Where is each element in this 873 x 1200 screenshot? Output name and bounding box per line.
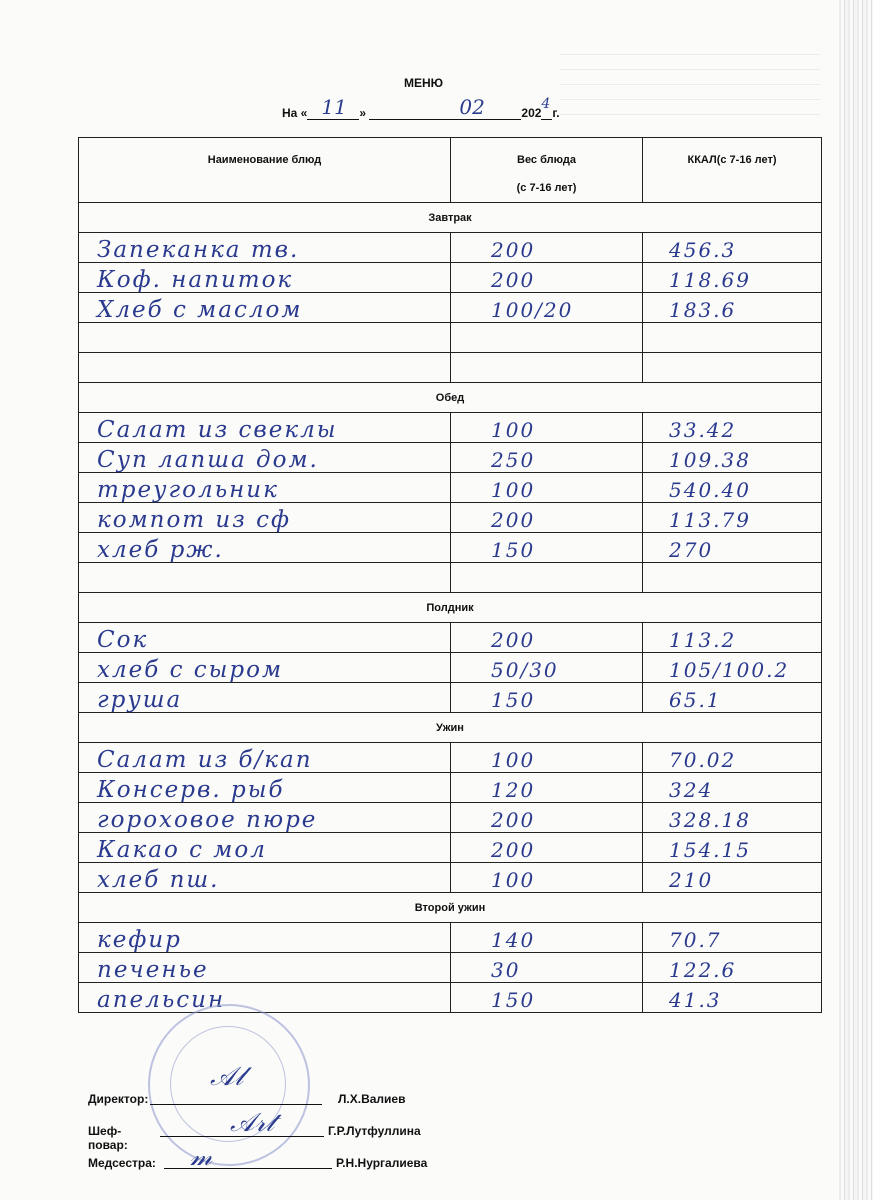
dish-row <box>79 983 822 1013</box>
dish-name: треугольник <box>97 476 279 503</box>
signature-role: Шеф-повар: <box>88 1124 128 1152</box>
dish-kcal <box>643 328 669 352</box>
bleed-through-lines <box>560 40 820 120</box>
section-title: Второй ужин <box>79 893 822 923</box>
dish-kcal-cell <box>643 413 822 443</box>
dish-name-cell <box>79 353 451 383</box>
dish-name-cell <box>79 623 451 653</box>
section-title: Завтрак <box>79 203 822 233</box>
dish-weight-cell <box>451 863 643 893</box>
dish-row <box>79 623 822 653</box>
dish-name: хлеб с сыром <box>97 656 284 683</box>
dish-name-cell <box>79 833 451 863</box>
dish-weight-cell <box>451 323 643 353</box>
dish-row <box>79 863 822 893</box>
header-kcal: ККАЛ(с 7-16 лет) <box>643 138 822 203</box>
dish-name-cell <box>79 503 451 533</box>
dish-name-cell <box>79 323 451 353</box>
dish-name-cell <box>79 803 451 833</box>
dish-kcal-cell <box>643 563 822 593</box>
dish-kcal-cell <box>643 293 822 323</box>
header-weight-line2: (с 7-16 лет) <box>516 182 577 194</box>
dish-weight-cell <box>451 683 643 713</box>
date-prefix: На « <box>282 106 308 120</box>
header-weight <box>451 138 643 203</box>
section-title: Полдник <box>79 593 822 623</box>
dish-row <box>79 773 822 803</box>
dish-name-cell <box>79 653 451 683</box>
dish-name: груша <box>97 686 183 713</box>
section-row <box>79 203 822 233</box>
dish-name-cell <box>79 563 451 593</box>
year-suffix: г. <box>552 106 560 120</box>
dish-weight: 140 <box>491 927 536 952</box>
dish-weight: 150 <box>491 987 536 1012</box>
dish-row <box>79 803 822 833</box>
dish-name: печенье <box>97 956 209 983</box>
dish-row <box>79 443 822 473</box>
dish-name: компот из сф <box>97 506 291 533</box>
dish-name: Салат из б/кап <box>97 746 313 773</box>
dish-kcal: 122.6 <box>669 957 737 982</box>
dish-kcal-cell <box>643 353 822 383</box>
dish-weight-cell <box>451 923 643 953</box>
dish-name-cell <box>79 743 451 773</box>
dish-name-cell <box>79 983 451 1013</box>
dish-kcal-cell <box>643 953 822 983</box>
dish-weight-cell <box>451 293 643 323</box>
dish-name-cell <box>79 683 451 713</box>
dish-weight <box>451 568 491 592</box>
header-row <box>79 138 822 203</box>
dish-name-cell <box>79 413 451 443</box>
dish-kcal-cell <box>643 743 822 773</box>
dish-kcal: 324 <box>669 777 714 802</box>
date-day: 11 <box>321 95 347 119</box>
dish-name: кефир <box>97 926 182 953</box>
dish-weight-cell <box>451 563 643 593</box>
dish-kcal-cell <box>643 473 822 503</box>
dish-weight: 150 <box>491 537 536 562</box>
dish-name: Консерв. рыб <box>97 776 285 803</box>
dish-weight-cell <box>451 533 643 563</box>
dish-weight: 200 <box>491 267 536 292</box>
dish-weight-cell <box>451 803 643 833</box>
year-prefix: 202 <box>521 106 542 120</box>
signature-name: Г.Р.Лутфуллина <box>328 1124 421 1138</box>
dish-row <box>79 563 822 593</box>
section-row <box>79 893 822 923</box>
date-month: 02 <box>459 95 485 119</box>
dish-name: Коф. напиток <box>97 266 294 293</box>
dish-name-cell <box>79 533 451 563</box>
dish-row <box>79 743 822 773</box>
dish-weight-cell <box>451 833 643 863</box>
section-title: Обед <box>79 383 822 413</box>
year-underline <box>541 96 552 120</box>
dish-kcal <box>643 568 669 592</box>
dish-weight: 30 <box>491 957 521 982</box>
dish-name-cell <box>79 953 451 983</box>
dish-weight-cell <box>451 653 643 683</box>
dish-row <box>79 263 822 293</box>
dish-weight: 200 <box>491 237 536 262</box>
dish-weight-cell <box>451 773 643 803</box>
dish-kcal: 210 <box>669 867 714 892</box>
dish-weight <box>451 358 491 382</box>
dish-name-cell <box>79 233 451 263</box>
dish-name: хлеб рж. <box>97 536 224 563</box>
section-row <box>79 593 822 623</box>
dish-kcal: 33.42 <box>669 417 737 442</box>
dish-weight: 100 <box>491 867 536 892</box>
dish-kcal: 109.38 <box>669 447 751 472</box>
title-text: МЕНЮ <box>404 76 444 90</box>
date-mid: » <box>359 106 367 120</box>
dish-name: Хлеб с маслом <box>97 296 303 323</box>
dish-row <box>79 233 822 263</box>
signature-name: Л.Х.Валиев <box>338 1092 406 1106</box>
dish-kcal: 113.79 <box>669 507 751 532</box>
dish-kcal-cell <box>643 323 822 353</box>
dish-kcal-cell <box>643 533 822 563</box>
month-underline <box>369 95 521 120</box>
dish-name-cell <box>79 773 451 803</box>
dish-kcal-cell <box>643 443 822 473</box>
header-name: Наименование блюд <box>79 138 451 203</box>
dish-weight: 50/30 <box>491 657 559 682</box>
dish-row <box>79 503 822 533</box>
dish-weight-cell <box>451 413 643 443</box>
director-signature-mark: 𝒜𝓁 <box>210 1062 244 1092</box>
dish-weight-cell <box>451 983 643 1013</box>
dish-name: Какао с мол <box>97 836 267 863</box>
dish-row <box>79 323 822 353</box>
dish-kcal: 456.3 <box>669 237 737 262</box>
dish-name-cell <box>79 863 451 893</box>
dish-kcal-cell <box>643 503 822 533</box>
dish-weight: 120 <box>491 777 536 802</box>
dish-kcal: 540.40 <box>669 477 751 502</box>
dish-kcal: 270 <box>669 537 714 562</box>
dish-weight: 200 <box>491 627 536 652</box>
dish-weight: 100 <box>491 747 536 772</box>
dish-kcal-cell <box>643 653 822 683</box>
dish-weight-cell <box>451 743 643 773</box>
dish-name <box>79 567 97 593</box>
dish-name-cell <box>79 923 451 953</box>
dish-name: гороховое пюре <box>97 806 318 833</box>
dish-kcal-cell <box>643 773 822 803</box>
dish-weight-cell <box>451 473 643 503</box>
dish-kcal-cell <box>643 803 822 833</box>
dish-kcal: 113.2 <box>669 627 737 652</box>
dish-name <box>79 327 97 353</box>
dish-weight-cell <box>451 233 643 263</box>
section-row <box>79 383 822 413</box>
year-digit: 4 <box>541 96 551 112</box>
dish-weight-cell <box>451 953 643 983</box>
dish-weight: 200 <box>491 507 536 532</box>
dish-weight: 100 <box>491 417 536 442</box>
dish-weight: 100 <box>491 477 536 502</box>
signature-role: Директор: <box>88 1092 149 1106</box>
dish-kcal: 154.15 <box>669 837 751 862</box>
dish-weight: 200 <box>491 807 536 832</box>
scan-edge-artifact <box>839 0 873 1200</box>
dish-weight-cell <box>451 623 643 653</box>
dish-kcal <box>643 358 669 382</box>
dish-kcal-cell <box>643 263 822 293</box>
dish-name: Суп лапша дом. <box>97 446 319 473</box>
dish-kcal-cell <box>643 683 822 713</box>
dish-name <box>79 357 97 383</box>
section-title: Ужин <box>79 713 822 743</box>
dish-kcal-cell <box>643 983 822 1013</box>
date-line <box>282 95 560 120</box>
dish-name: апельсин <box>97 986 226 1013</box>
dish-kcal: 328.18 <box>669 807 751 832</box>
header-weight-line1: Вес блюда <box>517 154 576 166</box>
dish-row <box>79 353 822 383</box>
dish-kcal-cell <box>643 623 822 653</box>
section-row <box>79 713 822 743</box>
dish-row <box>79 473 822 503</box>
dish-row <box>79 923 822 953</box>
dish-row <box>79 953 822 983</box>
dish-kcal: 183.6 <box>669 297 737 322</box>
dish-kcal-cell <box>643 233 822 263</box>
dish-weight-cell <box>451 263 643 293</box>
dish-row <box>79 653 822 683</box>
dish-weight: 200 <box>491 837 536 862</box>
dish-kcal: 118.69 <box>669 267 751 292</box>
dish-kcal: 105/100.2 <box>669 657 790 682</box>
dish-row <box>79 293 822 323</box>
dish-kcal: 70.02 <box>669 747 737 772</box>
dish-name-cell <box>79 293 451 323</box>
chef-signature-mark: 𝒜𝓇𝓉 <box>230 1108 275 1138</box>
dish-weight-cell <box>451 443 643 473</box>
signature-role: Медсестра: <box>88 1156 156 1170</box>
dish-row <box>79 413 822 443</box>
dish-row <box>79 833 822 863</box>
dish-name: Салат из свеклы <box>97 416 338 443</box>
dish-weight <box>451 328 491 352</box>
dish-name-cell <box>79 263 451 293</box>
dish-row <box>79 683 822 713</box>
dish-weight: 250 <box>491 447 536 472</box>
dish-kcal: 41.3 <box>669 987 722 1012</box>
day-underline <box>307 95 359 120</box>
dish-kcal: 65.1 <box>669 687 722 712</box>
dish-name: Запеканка тв. <box>97 236 300 263</box>
dish-weight: 150 <box>491 687 536 712</box>
dish-kcal: 70.7 <box>669 927 722 952</box>
dish-row <box>79 533 822 563</box>
dish-name-cell <box>79 443 451 473</box>
dish-name-cell <box>79 473 451 503</box>
dish-weight: 100/20 <box>491 297 574 322</box>
nurse-signature-mark: 𝓂 <box>190 1142 213 1172</box>
signature-line <box>150 1104 322 1105</box>
dish-weight-cell <box>451 503 643 533</box>
dish-kcal-cell <box>643 833 822 863</box>
dish-name: хлеб пш. <box>97 866 220 893</box>
dish-kcal-cell <box>643 923 822 953</box>
signature-name: Р.Н.Нургалиева <box>336 1156 428 1170</box>
dish-name: Сок <box>97 626 149 653</box>
menu-table <box>78 137 822 1013</box>
dish-weight-cell <box>451 353 643 383</box>
dish-kcal-cell <box>643 863 822 893</box>
